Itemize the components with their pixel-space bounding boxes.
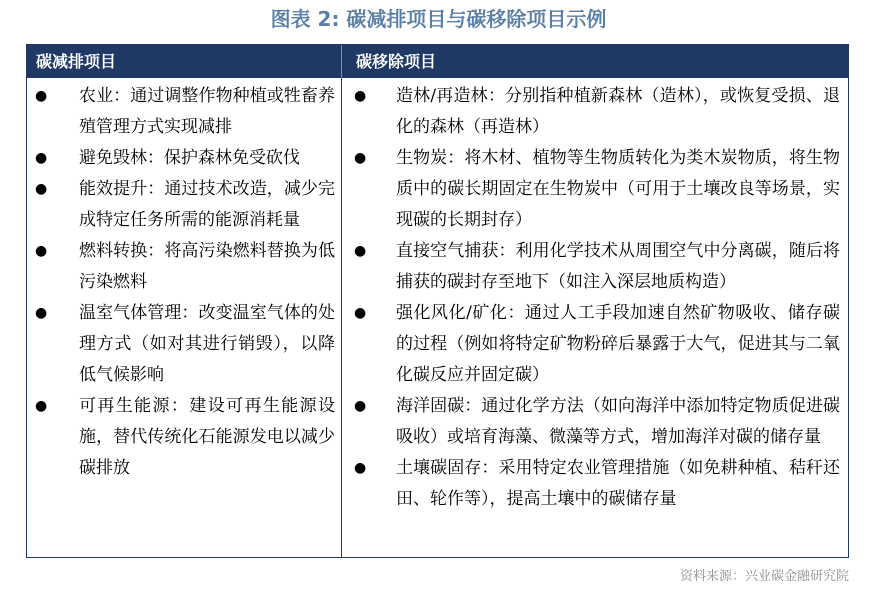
table-header [27,45,848,78]
bullet-icon: ● [354,150,367,166]
list-item-text: 生物炭：将木材、植物等生物质转化为类木炭物质，将生物质中的碳长期固定在生物炭中（可用于土壤改良等场景，实现碳的长期封存） [396,148,840,230]
list-item [354,298,840,391]
bullet-icon: ● [354,398,367,414]
list-item [354,81,840,143]
list-item [35,81,335,143]
list-item-text: 避免毁林：保护森林免受砍伐 [79,148,300,168]
comparison-table [26,44,849,558]
list-item-text: 农业：通过调整作物种植或牲畜养殖管理方式实现减排 [79,86,335,137]
list-item-text: 海洋固碳：通过化学方法（如向海洋中添加特定物质促进碳吸收）或培育海藻、微藻等方式，增加海洋对碳的储存量 [396,396,840,447]
header-carbon-reduction: 碳减排项目 [36,52,117,71]
header-carbon-removal: 碳移除项目 [341,45,848,78]
source-note: 资料来源：兴业碳金融研究院 [679,569,849,584]
list-item [354,236,840,298]
table-body [27,78,848,557]
list-item-text: 土壤碳固存：采用特定农业管理措施（如免耕种植、秸秆还田、轮作等），提高土壤中的碳储存量 [396,458,840,509]
bullet-icon: ● [35,88,48,104]
bullet-icon: ● [354,88,367,104]
bullet-icon: ● [354,460,367,476]
removal-column [341,78,848,557]
figure-title: 图表 2: 碳减排项目与碳移除项目示例 [270,7,607,31]
list-item-text: 强化风化/矿化：通过人工手段加速自然矿物吸收、储存碳的过程（例如将特定矿物粉碎后暴露于大气，促进其与二氧化碳反应并固定碳） [396,303,840,385]
list-item [354,143,840,236]
list-item-text: 直接空气捕获：利用化学技术从周围空气中分离碳，随后将捕获的碳封存至地下（如注入深层地质构造） [396,241,840,292]
bullet-icon: ● [35,398,48,414]
reduction-column [27,78,341,557]
list-item [354,391,840,453]
bullet-icon: ● [354,243,367,259]
list-item [35,143,335,174]
list-item [35,236,335,298]
list-item-text: 可再生能源：建设可再生能源设施，替代传统化石能源发电以减少碳排放 [79,396,335,478]
bullet-icon: ● [354,305,367,321]
list-item-text: 造林/再造林：分别指种植新森林（造林），或恢复受损、退化的森林（再造林） [396,86,840,137]
list-item-text: 能效提升：通过技术改造，减少完成特定任务所需的能源消耗量 [79,179,335,230]
list-item [35,174,335,236]
list-item-text: 燃料转换：将高污染燃料替换为低污染燃料 [79,241,335,292]
list-item [35,298,335,391]
list-item-text: 温室气体管理：改变温室气体的处理方式（如对其进行销毁），以降低气候影响 [79,303,335,385]
list-item [354,453,840,515]
bullet-icon: ● [35,181,48,197]
bullet-icon: ● [35,243,48,259]
bullet-icon: ● [35,305,48,321]
list-item [35,391,335,484]
bullet-icon: ● [35,150,48,166]
